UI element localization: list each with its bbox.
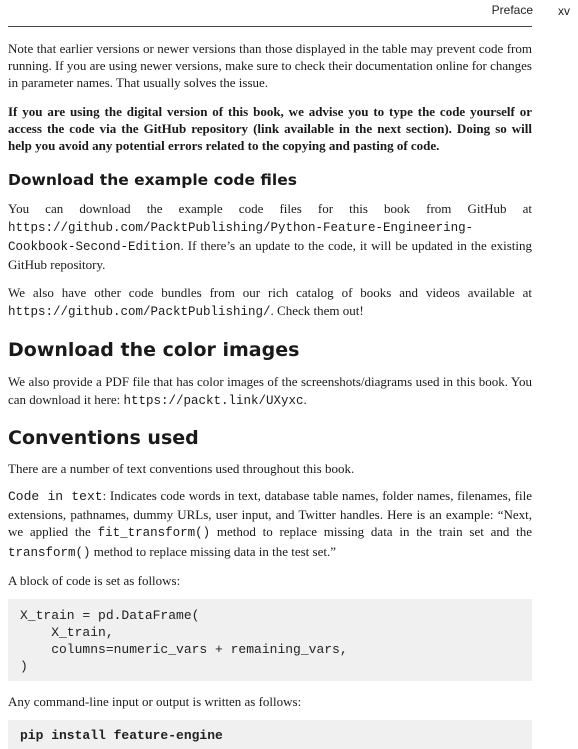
page-header <box>0 0 578 28</box>
color-images-link[interactable]: https://packt.link/UXyxc <box>123 394 304 408</box>
command-block: pip install feature-engine <box>8 720 532 749</box>
code-in-text-desc-3: method to replace missing data in the test set.” <box>90 543 337 559</box>
paragraph-color-images <box>8 373 532 410</box>
code-in-text-desc-1: : Indicates code words in text, database table names, folder names, filenames, file extensions, pathnames, dummy URLs, user input, and Twitter handles. Here is an example: “Next, we applied the <box>8 488 532 539</box>
paragraph-digital-advice: If you are using the digital version of this book, we advise you to type the code yourself or access the code via the GitHub repository (link available in the next section). Doing so will help you avoid any potential errors related to the copying and pasting of code. <box>8 104 532 153</box>
color-images-text: We also provide a PDF file that has color images of the screenshots/diagrams used in this book. You can download it here: <box>8 374 532 407</box>
paragraph-code-bundles <box>8 284 532 321</box>
code-bundles-text: We also have other code bundles from our rich catalog of books and videos available at <box>8 285 532 300</box>
paragraph-conventions-intro: There are a number of text conventions used throughout this book. <box>8 461 355 476</box>
paragraph-code-in-text <box>8 487 532 562</box>
heading-download-images: Download the color images <box>8 339 300 361</box>
code-in-text-term: Code in text <box>8 489 103 504</box>
paragraph-command-intro: Any command-line input or output is written as follows: <box>8 694 302 709</box>
download-code-text: You can download the example code files for this book from GitHub at <box>8 201 532 216</box>
code-in-text-desc-2: method to replace missing data in the train set and the <box>210 524 532 539</box>
paragraph-download-code <box>8 200 532 274</box>
heading-conventions: Conventions used <box>8 427 199 449</box>
paragraph-code-block-intro: A block of code is set as follows: <box>8 573 181 588</box>
code-block: X_train = pd.DataFrame( X_train, columns=numeric_vars + remaining_vars, ) <box>8 599 532 681</box>
page-body <box>8 40 532 749</box>
heading-download-code: Download the example code files <box>8 171 297 189</box>
color-images-text-end: . <box>303 392 307 407</box>
header-rule <box>8 26 532 27</box>
download-code-text-end: . If there’s an update to the code, it will be updated in the existing GitHub repository. <box>8 238 532 272</box>
fit-transform-code: fit_transform() <box>97 526 211 540</box>
transform-code: transform() <box>8 545 91 560</box>
paragraph-version-note: Note that earlier versions or newer versions than those displayed in the table may prevent code from running. If you are using newer versions, make sure to check their documentation online for changes in parameter names. That usually solves the issue. <box>8 41 532 90</box>
chapter-title: Preface <box>491 3 533 17</box>
page-number: xv <box>558 4 570 18</box>
packt-github-link[interactable]: https://github.com/PacktPublishing/ <box>8 305 271 319</box>
github-repo-link[interactable]: https://github.com/PacktPublishing/Python-Feature-Engineering-Cookbook-Second-Edition <box>8 221 474 254</box>
code-bundles-text-end: . Check them out! <box>270 303 364 318</box>
